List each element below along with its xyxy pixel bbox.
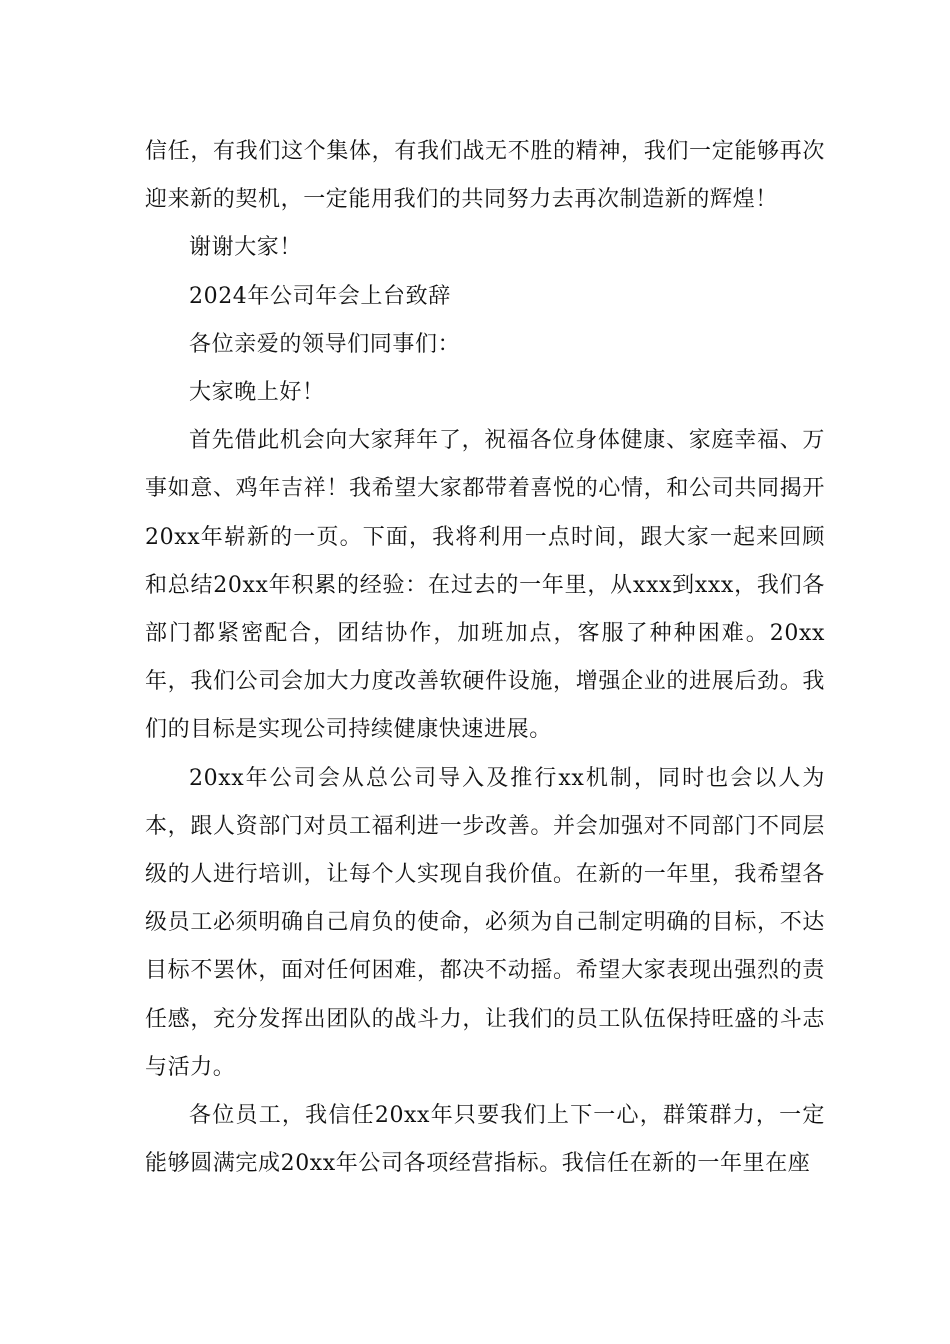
document-heading: 2024年公司年会上台致辞	[189, 283, 451, 309]
paragraph-new-year-review: 首先借此机会向大家拜年了，祝福各位身体健康、家庭幸福、万事如意、鸡年吉祥！我希望大家都带着喜悦的心情，和公司共同揭开20xx年崭新的一页。下面，我将利用一点时间，跟大家一起来回顾和总结20xx年积累的经验：在过去的一年里，从xxx到xxx，我们各部门都紧密配合，团结协作，加班加点，客服了种种困难。20xx年，我们公司会加大力度改善软硬件设施，增强企业的进展后劲。我们的目标是实现公司持续健康快速进展。	[145, 428, 825, 743]
paragraph-employee-confidence: 各位员工，我信任20xx年只要我们上下一心，群策群力，一定能够圆满完成20xx年公司各项经营指标。我信任在新的一年里在座	[145, 1103, 825, 1177]
paragraph-company-plans: 20xx年公司会从总公司导入及推行xx机制，同时也会以人为本，跟人资部门对员工福利进一步改善。并会加强对不同部门不同层级的人进行培训，让每个人实现自我价值。在新的一年里，我希望各级员工必须明确自己肩负的使命，必须为自己制定明确的目标，不达目标不罢休，面对任何困难，都决不动摇。希望大家表现出强烈的责任感，充分发挥出团队的战斗力，让我们的员工队伍保持旺盛的斗志与活力。	[145, 765, 825, 1080]
paragraph-thanks: 谢谢大家！	[189, 235, 303, 261]
paragraph-salutation: 各位亲爱的领导们同事们：	[189, 331, 461, 357]
paragraph-greeting: 大家晚上好！	[189, 380, 325, 406]
document-body	[145, 128, 825, 1188]
paragraph-closing-trust: 信任，有我们这个集体，有我们战无不胜的精神，我们一定能够再次迎来新的契机，一定能用我们的共同努力去再次制造新的辉煌！	[145, 139, 825, 213]
